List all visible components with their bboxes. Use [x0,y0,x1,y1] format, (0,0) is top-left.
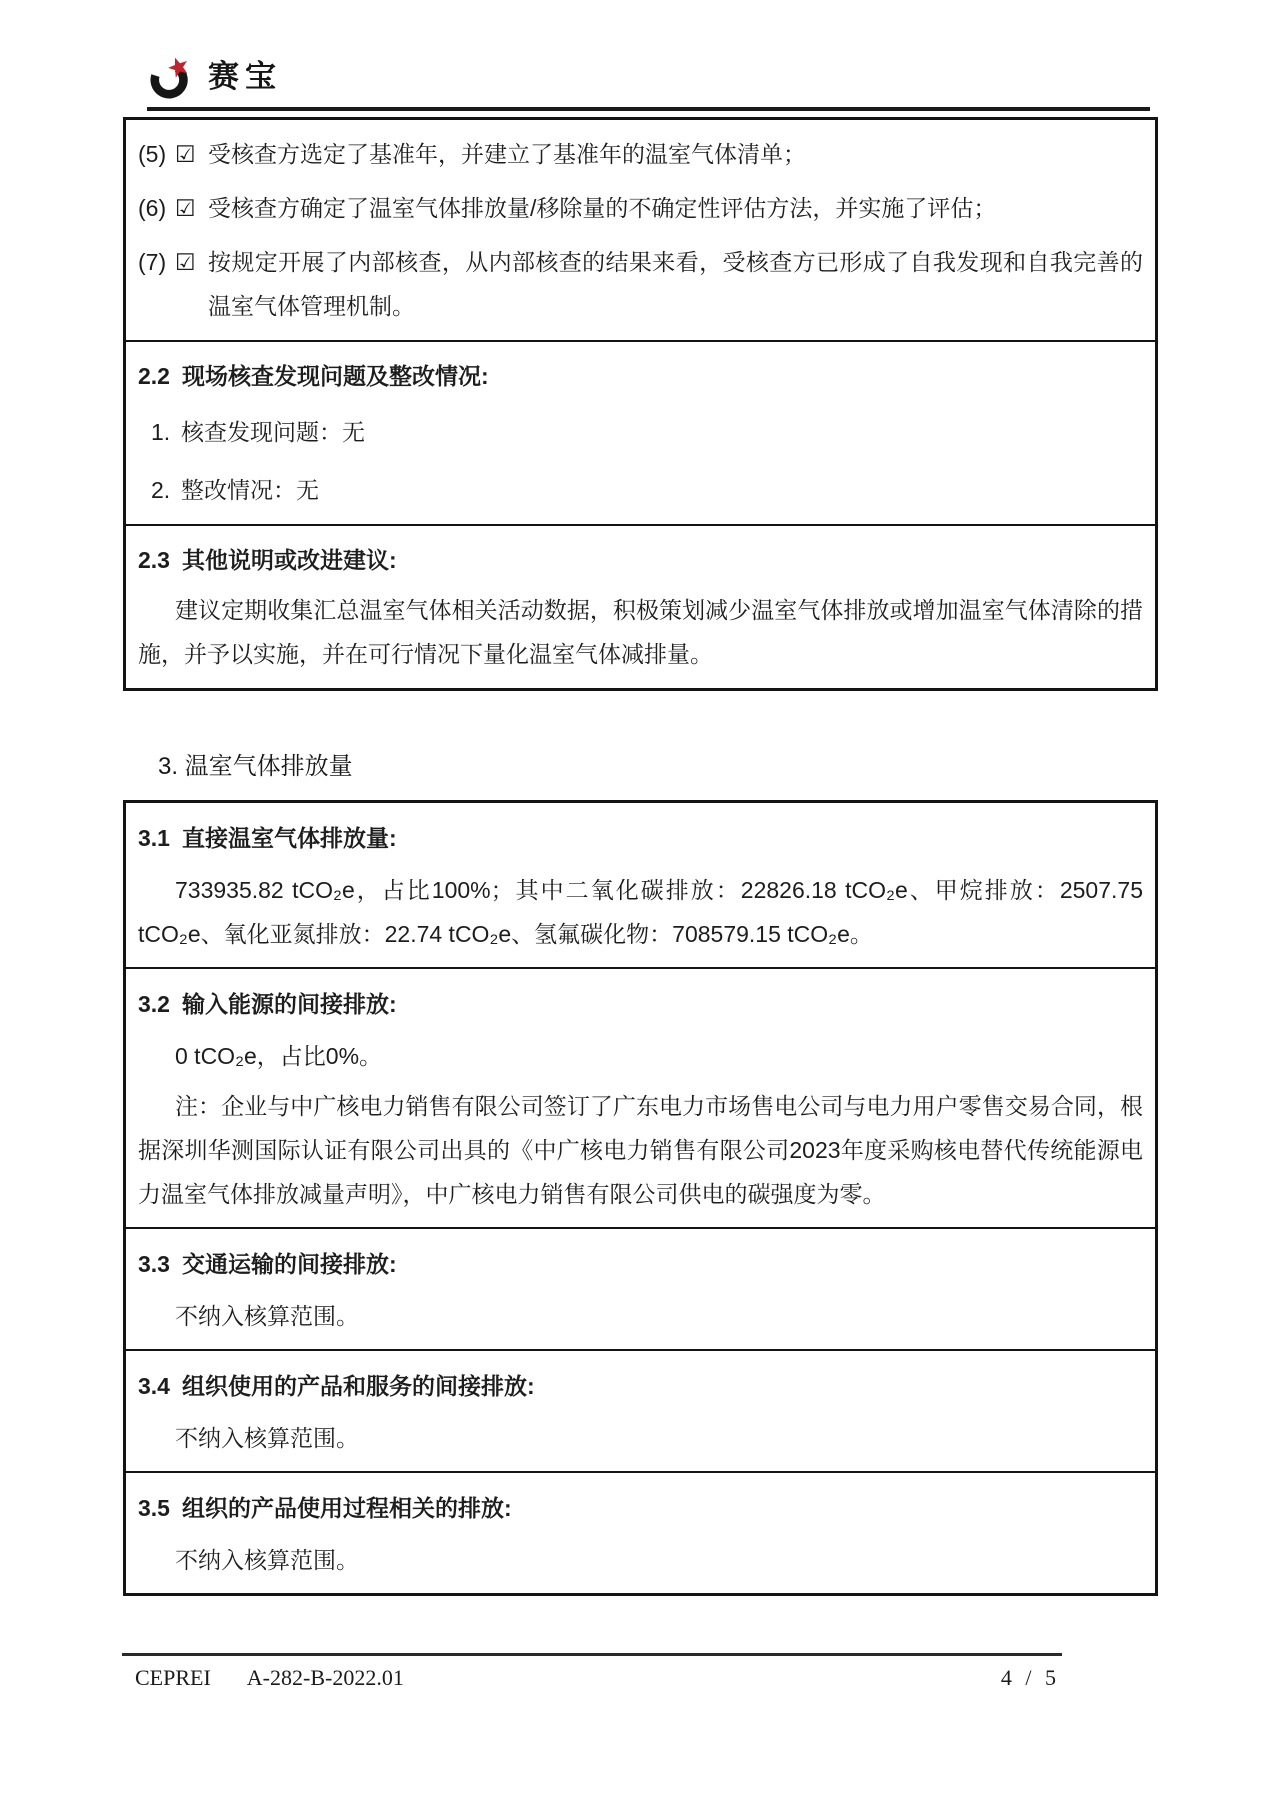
section-2-2 [126,340,1155,524]
section-body: 0 tCO₂e，占比0%。 [175,1043,383,1069]
checked-checkbox-icon: ☑ [175,195,196,221]
item-number: (5) [138,141,167,167]
section-heading [138,982,1143,1026]
section-note: 注：企业与中广核电力销售有限公司签订了广东电力市场售电公司与电力用户零售交易合同，根据深圳华测国际认证有限公司出具的《中广核电力销售有限公司2023年度采购核电替代传统能源电力温室气体排放减量声明》，中广核电力销售有限公司供电的碳强度为零。 [138,1093,1143,1207]
chapter-3-heading: 3. 温室气体排放量 [158,753,353,780]
footer [135,1662,1060,1694]
logo-text: 赛宝 [208,59,282,94]
checklist [126,120,1155,340]
section-heading [138,1242,1143,1286]
item-number: (6) [138,195,167,221]
section-title: 直接温室气体排放量: [181,825,397,851]
section-title: 输入能源的间接排放: [181,991,397,1017]
section-number: 2.2 [138,363,170,389]
section-title: 组织使用的产品和服务的间接排放: [181,1373,535,1399]
item-number: 2. [151,477,171,503]
checklist-item-7 [138,240,1143,328]
checklist-item-6 [138,186,1143,230]
section-number: 3.2 [138,991,170,1017]
section-heading [138,354,1143,398]
numbered-item-2 [138,468,1143,512]
section-3-4 [126,1349,1155,1471]
content-box-emissions [123,800,1158,1596]
numbered-item-1 [138,410,1143,454]
section-number: 3.1 [138,825,170,851]
footer-doc-code: A-282-B-2022.01 [246,1665,404,1690]
section-number: 2.3 [138,547,170,573]
section-title: 组织的产品使用过程相关的排放: [181,1495,512,1521]
section-body: 不纳入核算范围。 [175,1303,359,1329]
item-text: 整改情况：无 [181,477,319,503]
item-text: 核查发现问题：无 [181,419,365,445]
section-3-1 [126,803,1155,967]
section-3-2 [126,967,1155,1227]
page-number: 4 / 5 [1000,1665,1060,1690]
section-number: 3.3 [138,1251,170,1277]
checklist-item-5 [138,132,1143,176]
section-heading [138,538,1143,582]
section-body: 不纳入核算范围。 [175,1425,359,1451]
item-text: 受核查方确定了温室气体排放量/移除量的不确定性评估方法，并实施了评估； [208,195,997,221]
section-3-5 [126,1471,1155,1593]
section-title: 其他说明或改进建议: [181,547,397,573]
section-body: 不纳入核算范围。 [175,1547,359,1573]
footer-org: CEPREI [135,1665,211,1690]
footer-rule [122,1653,1062,1656]
section-number: 3.4 [138,1373,170,1399]
cepri-logo-icon [150,54,192,100]
item-number: (7) [138,249,167,275]
header-rule [147,107,1150,111]
section-number: 3.5 [138,1495,170,1521]
section-heading [138,1486,1143,1530]
item-text: 受核查方选定了基准年，并建立了基准年的温室气体清单； [208,141,806,167]
item-number: 1. [151,419,171,445]
section-body: 733935.82 tCO₂e，占比100%；其中二氧化碳排放：22826.18 tCO₂e、甲烷排放：2507.75 tCO₂e、氧化亚氮排放：22.74 tCO₂e、氢氟碳化物：708579.15 tCO₂e。 [138,877,1143,947]
section-2-3 [126,524,1155,688]
checked-checkbox-icon: ☑ [175,141,196,167]
section-heading [138,816,1143,860]
section-3-3 [126,1227,1155,1349]
item-text: 按规定开展了内部核查，从内部核查的结果来看，受核查方已形成了自我发现和自我完善的温室气体管理机制。 [208,249,1143,319]
section-title: 现场核查发现问题及整改情况: [181,363,489,389]
checked-checkbox-icon: ☑ [175,249,196,275]
section-body: 建议定期收集汇总温室气体相关活动数据，积极策划减少温室气体排放或增加温室气体清除的措施，并予以实施，并在可行情况下量化温室气体减排量。 [138,597,1143,667]
section-title: 交通运输的间接排放: [181,1251,397,1277]
content-box-verification [123,117,1158,691]
section-heading [138,1364,1143,1408]
logo [150,54,282,100]
